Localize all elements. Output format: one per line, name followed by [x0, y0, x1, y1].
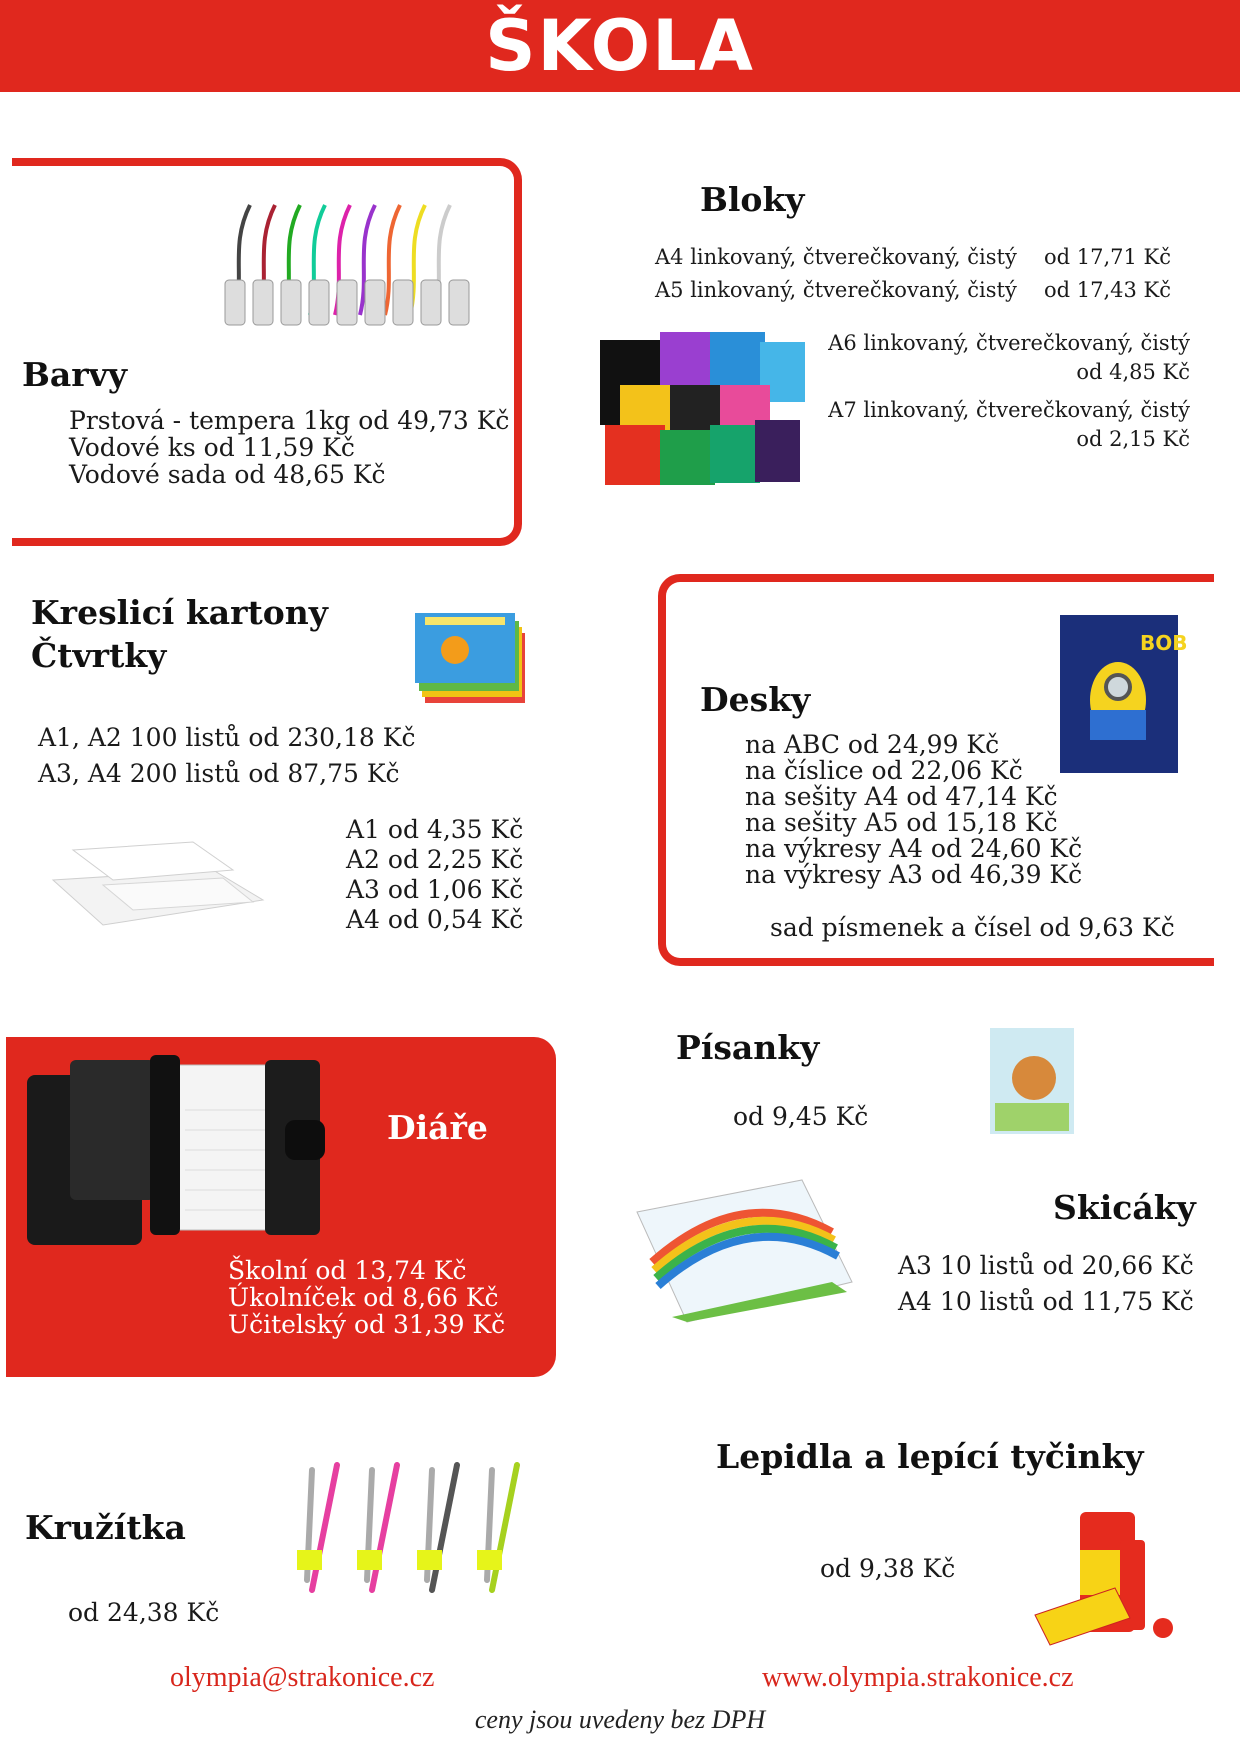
kruzitka-title: Kružítka [25, 1508, 186, 1547]
price-note: ceny jsou uvedeny bez DPH [474, 1705, 766, 1734]
skicaky-title: Skicáky [1053, 1188, 1196, 1227]
desky-line-6: na výkresy A3 od 46,39 Kč [745, 860, 1083, 889]
page-title: ŠKOLA [485, 5, 755, 87]
paint-tubes-image [215, 185, 485, 335]
bloky-a4-price: od 17,71 Kč [1044, 245, 1172, 269]
bloky-a6: A6 linkovaný, čtverečkovaný, čistý [828, 331, 1190, 355]
lepidla-price: od 9,38 Kč [820, 1554, 956, 1583]
bloky-a5-price: od 17,43 Kč [1044, 278, 1172, 302]
kresl-title-2: Čtvrtky [31, 636, 167, 675]
desky-line-4: na sešity A5 od 15,18 Kč [745, 808, 1058, 837]
sketchbook-image [632, 1172, 857, 1332]
kresl-size-4: A4 od 0,54 Kč [346, 905, 524, 934]
glue-image [1025, 1500, 1175, 1650]
kresl-size-1: A1 od 4,35 Kč [346, 815, 524, 844]
skicaky-line-1: A3 10 listů od 20,66 Kč [898, 1251, 1194, 1280]
barvy-line-2: Vodové ks od 11,59 Kč [69, 433, 355, 462]
desky-line-2: na číslice od 22,06 Kč [745, 756, 1023, 785]
kresl-size-3: A3 od 1,06 Kč [346, 875, 524, 904]
bloky-title: Bloky [700, 180, 805, 219]
barvy-title: Barvy [22, 355, 128, 394]
svg-text:BOB: BOB [1140, 631, 1188, 655]
desky-line-5: na výkresy A4 od 24,60 Kč [745, 834, 1083, 863]
bloky-a7-price: od 2,15 Kč [1076, 427, 1190, 451]
diare-line-2: Úkolníček od 8,66 Kč [228, 1283, 499, 1312]
kresl-line-2: A3, A4 200 listů od 87,75 Kč [38, 759, 400, 788]
bloky-a5: A5 linkovaný, čtverečkovaný, čistý [655, 278, 1017, 302]
website-link[interactable]: www.olympia.strakonice.cz [762, 1662, 1074, 1693]
compasses-image [292, 1450, 532, 1600]
minion-folder-image [1060, 615, 1188, 775]
pisanky-title: Písanky [676, 1028, 820, 1067]
planner-image [25, 1050, 325, 1250]
paper-stack-image [43, 830, 268, 930]
diare-title: Diáře [387, 1108, 488, 1147]
kresl-title-1: Kreslicí kartony [31, 593, 328, 632]
kresl-size-2: A2 od 2,25 Kč [346, 845, 524, 874]
barvy-line-1: Prstová - tempera 1kg od 49,73 Kč [69, 406, 510, 435]
drawing-boards-image [415, 605, 535, 715]
email-link[interactable]: olympia@strakonice.cz [170, 1662, 435, 1693]
kruzitka-price: od 24,38 Kč [68, 1598, 220, 1627]
skicaky-line-2: A4 10 listů od 11,75 Kč [898, 1287, 1194, 1316]
kresl-line-1: A1, A2 100 listů od 230,18 Kč [38, 723, 416, 752]
barvy-line-3: Vodové sada od 48,65 Kč [69, 460, 386, 489]
desky-extra: sad písmenek a čísel od 9,63 Kč [770, 913, 1175, 942]
writing-book-image [990, 1008, 1075, 1136]
bloky-a6-price: od 4,85 Kč [1076, 360, 1190, 384]
desky-title: Desky [700, 680, 811, 719]
bloky-a7: A7 linkovaný, čtverečkovaný, čistý [828, 398, 1190, 422]
pisanky-price: od 9,45 Kč [733, 1102, 869, 1131]
notebooks-image [600, 330, 810, 495]
desky-line-1: na ABC od 24,99 Kč [745, 730, 1000, 759]
lepidla-title: Lepidla a lepící tyčinky [716, 1437, 1144, 1476]
diare-line-3: Učitelský od 31,39 Kč [228, 1310, 506, 1339]
bloky-a4: A4 linkovaný, čtverečkovaný, čistý [655, 245, 1017, 269]
diare-line-1: Školní od 13,74 Kč [228, 1256, 467, 1285]
desky-line-3: na sešity A4 od 47,14 Kč [745, 782, 1058, 811]
